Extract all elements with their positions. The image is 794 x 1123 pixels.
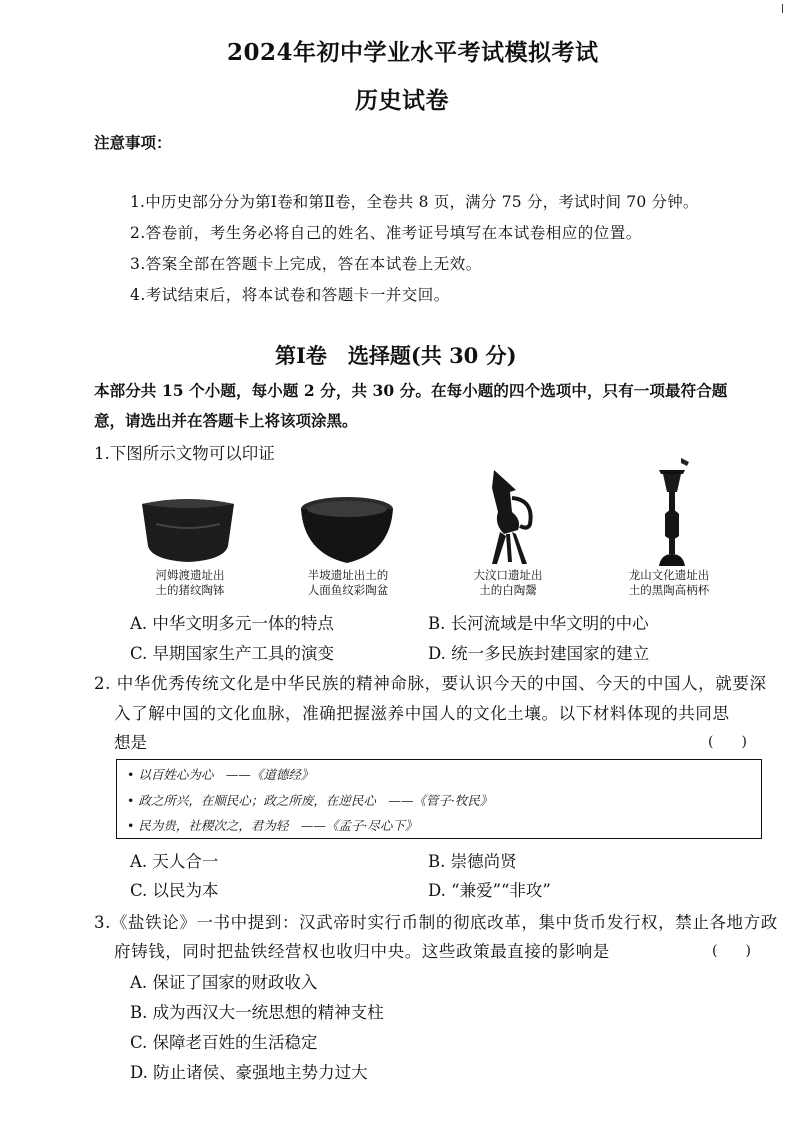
black-pottery-stem-cup-icon <box>651 458 697 570</box>
notice-item: 3.答案全部在答题卡上完成，答在本试卷上无效。 <box>130 255 482 273</box>
caption-line: 土的猪纹陶钵 <box>155 583 225 597</box>
answer-option[interactable]: B. 崇德尚贤 <box>428 852 517 871</box>
answer-bracket: ( ) <box>712 943 751 959</box>
answer-option[interactable]: A. 中华文明多元一体的特点 <box>130 614 334 633</box>
source-material-box <box>116 759 762 839</box>
black-pottery-bowl-icon <box>138 494 238 566</box>
page-corner-mark <box>782 4 783 13</box>
answer-option[interactable]: B. 长河流域是中华文明的中心 <box>428 614 649 633</box>
artifact-caption <box>296 568 400 598</box>
quote-line: • 以百姓心为心 ——《道德经》 <box>127 767 314 782</box>
white-pottery-gui-icon <box>476 468 542 568</box>
answer-option[interactable]: C. 保障老百姓的生活稳定 <box>130 1033 318 1052</box>
notice-item: 1.中历史部分分为第Ⅰ卷和第Ⅱ卷，全卷共 8 页，满分 75 分，考试时间 70 分钟。 <box>130 193 699 211</box>
question-stem: 想是 <box>114 733 147 752</box>
answer-bracket: ( ) <box>708 734 747 750</box>
section-instructions: 本部分共 15 个小题，每小题 2 分，共 30 分。在每小题的四个选项中，只有一项最符合题 <box>94 381 728 400</box>
caption-line: 人面鱼纹彩陶盆 <box>307 583 389 597</box>
answer-option[interactable]: A. 保证了国家的财政收入 <box>130 973 318 992</box>
exam-subject: 历史试卷 <box>355 87 449 114</box>
notice-item: 2.答卷前，考生务必将自己的姓名、准考证号填写在本试卷相应的位置。 <box>130 224 642 242</box>
quote-line: • 政之所兴，在顺民心；政之所废，在逆民心 ——《管子·牧民》 <box>127 793 493 808</box>
artifact-caption <box>458 568 558 598</box>
caption-line: 土的白陶鬶 <box>479 583 537 597</box>
section-instructions: 意，请选出并在答题卡上将该项涂黑。 <box>94 411 358 430</box>
notice-item: 4.考试结束后，将本试卷和答题卡一并交回。 <box>130 286 450 304</box>
question-stem: 3.《盐铁论》一书中提到：汉武帝时实行币制的彻底改革，集中货币发行权，禁止各地方政 <box>94 913 778 932</box>
caption-line: 土的黑陶高柄杯 <box>628 583 710 597</box>
notice-heading: 注意事项： <box>94 133 172 152</box>
question-stem: 2. 中华优秀传统文化是中华民族的精神命脉，要认识今天的中国、今天的中国人，就要深 <box>94 674 767 693</box>
caption-line: 河姆渡遗址出 <box>155 568 225 582</box>
section-title: 第Ⅰ卷 选择题(共 30 分) <box>275 343 517 368</box>
quote-line: • 民为贵，社稷次之，君为轻 ——《孟子·尽心下》 <box>127 818 418 833</box>
answer-option[interactable]: D. 统一多民族封建国家的建立 <box>428 644 650 663</box>
question-stem: 府铸钱，同时把盐铁经营权也收归中央。这些政策最直接的影响是 <box>114 942 610 961</box>
artifact-caption <box>614 568 724 598</box>
painted-pottery-basin-icon <box>298 495 396 567</box>
answer-option[interactable]: C. 以民为本 <box>130 881 219 900</box>
answer-option[interactable]: D. “兼爱”“非攻” <box>428 881 551 900</box>
caption-line: 半坡遗址出土的 <box>307 568 389 582</box>
answer-option[interactable]: B. 成为西汉大一统思想的精神支柱 <box>130 1003 384 1022</box>
answer-option[interactable]: D. 防止诸侯、豪强地主势力过大 <box>130 1063 368 1082</box>
exam-title: 2024年初中学业水平考试模拟考试 <box>227 39 599 66</box>
question-stem: 入了解中国的文化血脉，准确把握滋养中国人的文化土壤。以下材料体现的共同思 <box>114 704 730 723</box>
question-stem: 1.下图所示文物可以印证 <box>94 444 275 463</box>
answer-option[interactable]: A. 天人合一 <box>130 852 219 871</box>
answer-option[interactable]: C. 早期国家生产工具的演变 <box>130 644 335 663</box>
caption-line: 大汶口遗址出 <box>473 568 543 582</box>
caption-line: 龙山文化遗址出 <box>628 568 710 582</box>
artifact-caption <box>140 568 240 598</box>
